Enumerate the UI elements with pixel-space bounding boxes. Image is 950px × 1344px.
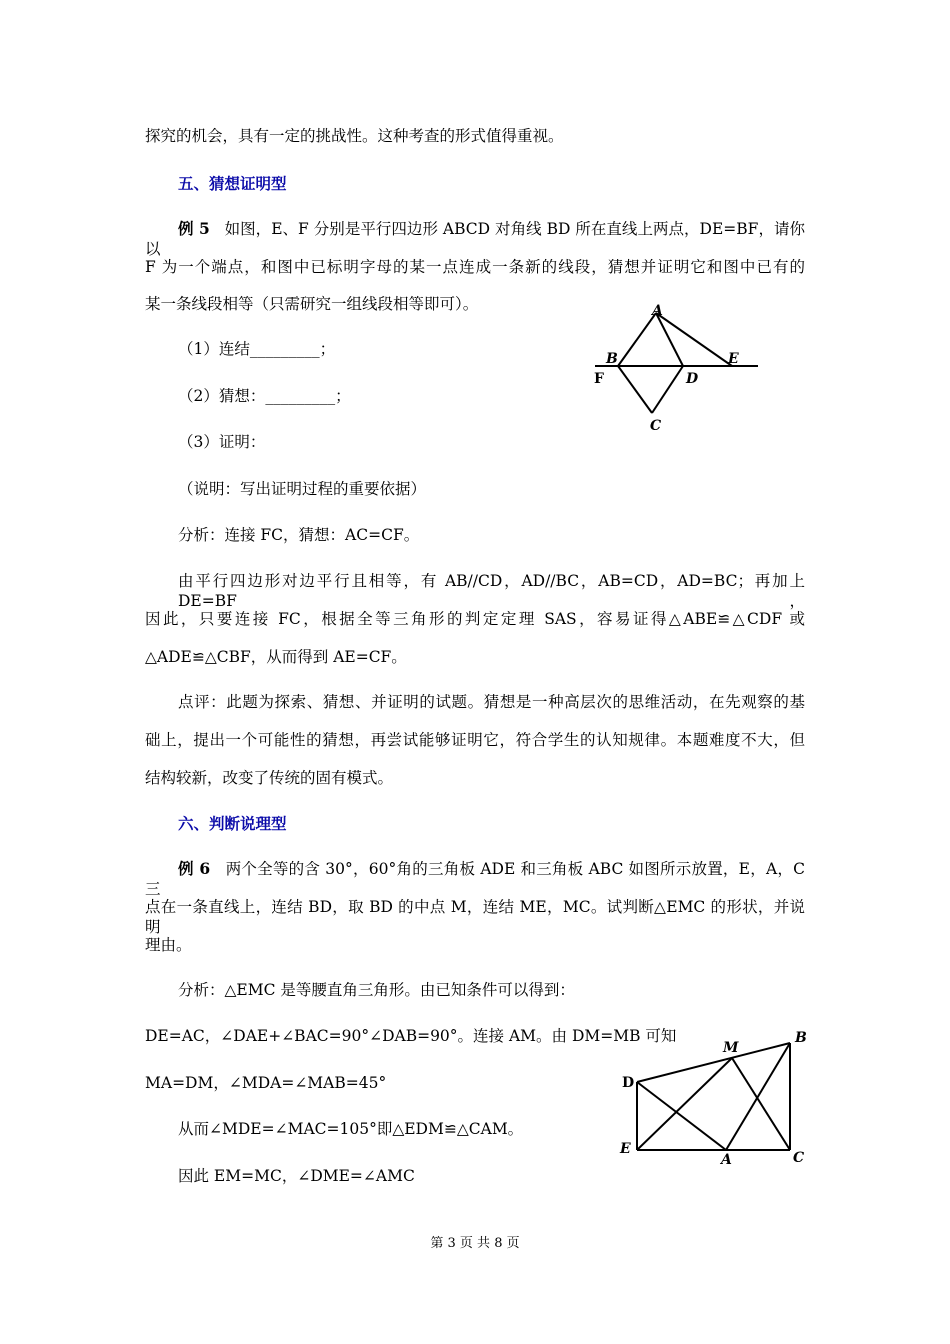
comment-line2: 础上，提出一个可能性的猜想，再尝试能够证明它，符合学生的认知规律。本题难度不大，但 bbox=[145, 731, 805, 749]
intro-line: 探究的机会，具有一定的挑战性。这种考查的形式值得重视。 bbox=[145, 127, 564, 145]
reason-line2: 因此，只要连接 FC，根据全等三角形的判定定理 SAS，容易证得△ABE≌△CDF 或 bbox=[145, 610, 805, 628]
example5-text: 如图，E、F 分别是平行四边形 ABCD 对角线 BD 所在直线上两点，DE=BF，请你以 bbox=[145, 220, 806, 258]
segment-da bbox=[637, 1082, 726, 1150]
segment-ad bbox=[656, 313, 683, 366]
segment-dc bbox=[652, 366, 683, 413]
analysis5: 分析：连接 FC，猜想：AC=CF。 bbox=[178, 526, 420, 544]
segment-bc bbox=[618, 366, 652, 413]
step-4: 因此 EM=MC，∠DME=∠AMC bbox=[178, 1167, 415, 1185]
label-c: C bbox=[793, 1150, 805, 1166]
label-m: M bbox=[723, 1040, 739, 1056]
segment-mc bbox=[732, 1058, 790, 1150]
label-c: C bbox=[650, 418, 662, 434]
example6-problem-line2: 点在一条直线上，连结 BD，取 BD 的中点 M，连结 ME，MC。试判断△EMC 的形状，并说明 bbox=[145, 898, 805, 936]
label-e: E bbox=[620, 1141, 631, 1157]
question-1: （1）连结_________； bbox=[178, 340, 336, 358]
analysis6: 分析：△EMC 是等腰直角三角形。由已知条件可以得到： bbox=[178, 981, 575, 999]
example5-problem-line1 bbox=[145, 219, 805, 259]
example5-problem-line3: 某一条线段相等（只需研究一组线段相等即可）。 bbox=[145, 295, 479, 313]
triangles-figure bbox=[615, 1025, 815, 1170]
label-a: A bbox=[721, 1152, 732, 1168]
label-b: B bbox=[606, 351, 618, 367]
example5-problem-line2: F 为一个端点，和图中已标明字母的某一点连成一条新的线段，猜想并证明它和图中已有的 bbox=[145, 258, 805, 276]
reason-line3: △ADE≌△CBF，从而得到 AE=CF。 bbox=[145, 648, 407, 666]
question-2: （2）猜想：_________； bbox=[178, 387, 351, 405]
step-3: 从而∠MDE=∠MAC=105°即△EDM≌△CAM。 bbox=[178, 1120, 524, 1138]
step-2: MA=DM，∠MDA=∠MAB=45° bbox=[145, 1074, 387, 1092]
example5-label: 例 5 bbox=[178, 219, 210, 238]
label-d: D bbox=[686, 371, 699, 387]
label-f: F bbox=[594, 371, 604, 387]
label-b: B bbox=[795, 1030, 807, 1046]
section6-heading: 六、判断说理型 bbox=[178, 814, 287, 833]
example6-problem-line1 bbox=[145, 859, 805, 899]
note-line: （说明：写出证明过程的重要依据） bbox=[178, 480, 427, 498]
label-e: E bbox=[728, 351, 739, 367]
example6-label: 例 6 bbox=[178, 859, 211, 878]
segment-em bbox=[637, 1058, 732, 1150]
segment-ab bbox=[618, 313, 656, 366]
label-d: D bbox=[622, 1075, 635, 1091]
reason-line1: 由平行四边形对边平行且相等，有 AB//CD，AD//BC，AB=CD，AD=BC；再加上 DE=BF， bbox=[178, 572, 805, 610]
segment-ae bbox=[656, 313, 732, 366]
page-footer: 第 3 页 共 8 页 bbox=[430, 1236, 520, 1251]
parallelogram-figure bbox=[580, 295, 770, 440]
question-3: （3）证明： bbox=[178, 433, 266, 451]
step-1: DE=AC，∠DAE+∠BAC=90°∠DAB=90°。连接 AM。由 DM=MB 可知 bbox=[145, 1027, 677, 1045]
label-a: A bbox=[652, 303, 663, 319]
section5-heading: 五、猜想证明型 bbox=[178, 174, 287, 193]
example6-text: 两个全等的含 30°，60°角的三角板 ADE 和三角板 ABC 如图所示放置，E，A，C 三 bbox=[145, 860, 806, 898]
comment-line3: 结构较新，改变了传统的固有模式。 bbox=[145, 769, 394, 787]
comment-line1: 点评：此题为探索、猜想、并证明的试题。猜想是一种高层次的思维活动，在先观察的基 bbox=[178, 693, 805, 711]
example6-problem-line3: 理由。 bbox=[145, 936, 192, 954]
